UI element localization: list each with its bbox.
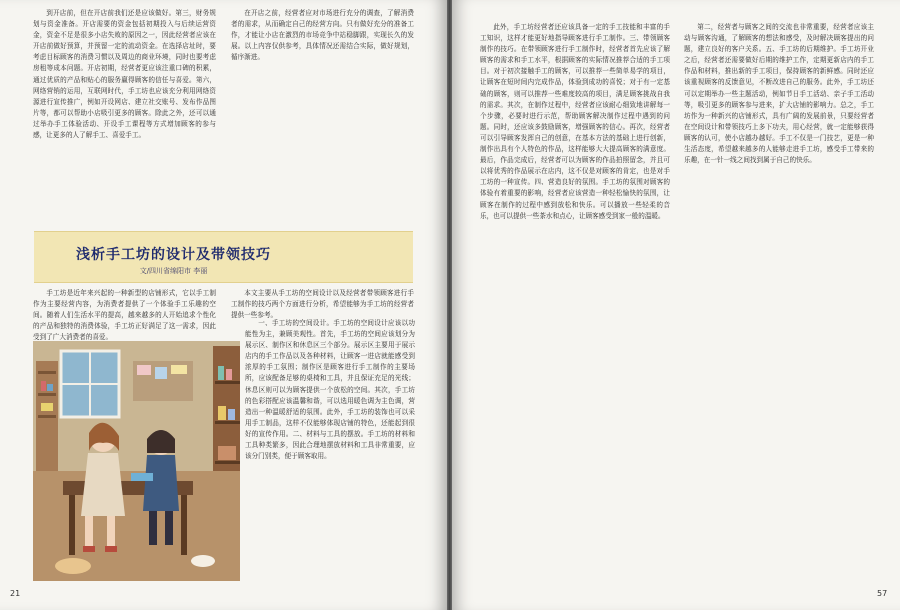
right-column-2 [684, 22, 874, 588]
article-title: 浅析手工坊的设计及带领技巧 [76, 247, 271, 263]
article-title-banner [34, 231, 413, 283]
left-page [0, 0, 447, 610]
paragraph: 手工坊是近年来兴起的一种新型的店铺形式，它以手工制作为主要经营内容，为消费者提供了一个体验手工乐趣的空间。随着人们生活水平的提高，越来越多的人开始追求个性化的产品和独特的消费体验，手工坊正好满足了这一需求，因此受到了广大消费者的喜爱。 [33, 289, 216, 342]
paragraph: 一、手工坊的空间设计。手工坊的空间设计应该以功能性为主，兼顾美观性。首先，手工坊的空间应该划分为展示区、制作区和休息区三个部分。展示区主要用于展示店内的手工作品以及各种材料，让顾客一进店就能感受到浓厚的手工氛围；制作区是顾客进行手工制作的主要场所，应该配备足够的桌椅和工具，并且保证充足的光线；休息区则可以为顾客提供一个放松的空间。其次，手工坊的色彩搭配应该温馨和谐，可以选用暖色调为主色调，营造出一种温暖舒适的氛围。此外，手工坊的装饰也可以采用手工制品，这样不仅能够体现店铺的特色，还能起到很好的宣传作用。二、材料与工具的摆放。手工坊的材料和工具种类繁多，因此合理地摆放材料和工具非常重要，应该分门别类，便于顾客取用。 [245, 319, 415, 461]
left-top-column-1 [33, 8, 216, 224]
left-intro-column-1 [33, 288, 216, 342]
left-intro-column-2 [231, 288, 414, 320]
paragraph: 第二，经营者与顾客之间的交流也非常重要，经营者应该主动与顾客沟通，了解顾客的想法和感受，及时解决顾客提出的问题，建立良好的客户关系。五、手工坊的后期维护。手工坊开业之后，经营者还需要做好后期的维护工作，定期更新店内的手工作品和材料，推出新的手工项目，保持顾客的新鲜感。同时还应该重视顾客的反馈意见，不断改进自己的服务。此外，手工坊还可以定期举办一些主题活动，例如节日手工活动、亲子手工活动等，吸引更多的顾客参与进来，扩大店铺的影响力。总之，手工坊作为一种新兴的店铺形式，具有广阔的发展前景，只要经营者在空间设计和带领技巧上多下功夫，用心经营，就一定能够获得顾客的认可，使小店越办越好。手工不仅是一门技艺，更是一种生活态度，希望越来越多的人能够走进手工坊，感受手工带来的乐趣，在一针一线之间找到属于自己的快乐。 [684, 23, 874, 165]
craft-workshop-illustration [33, 341, 240, 581]
page-number: 57 [877, 589, 888, 598]
paragraph: 此外，手工坊经营者还应该具备一定的手工技能和丰富的手工知识，这样才能更好地指导顾客进行手工制作。三、带领顾客制作的技巧。在带领顾客进行手工制作时，经营者首先应该了解顾客的需求和手工水平，根据顾客的实际情况推荐合适的手工项目。对于初次接触手工的顾客，可以推荐一些简单易学的项目，让顾客在短时间内完成作品，体验到成功的喜悦；对于有一定基础的顾客，则可以推荐一些难度较高的项目，满足顾客挑战自我的需求。其次，在制作过程中，经营者应该耐心细致地讲解每一个步骤，必要时进行示范，帮助顾客解决制作过程中遇到的问题。同时，还应该多鼓励顾客，增强顾客的信心。再次，经营者可以引导顾客发挥自己的创意，在基本方法的基础上进行创新，制作出具有个人特色的作品，这样能够大大提高顾客的满意度。最后，作品完成后，经营者可以为顾客的作品拍照留念，并且可以将优秀的作品展示在店内，这不仅是对顾客的肯定，也是对手工坊的一种宣传。四、营造良好的氛围。手工坊的氛围对顾客的体验有着重要的影响，经营者应该营造一种轻松愉快的氛围，让顾客在制作的过程中感到放松和快乐。可以播放一些轻柔的音乐，也可以提供一些茶水和点心，让顾客感受到家一般的温暖。 [480, 23, 670, 220]
article-byline: 文/四川省绵阳市 李丽 [139, 267, 208, 275]
right-column-1 [480, 22, 670, 588]
paragraph: 到开店前，但在开店前我们还是应该做好。第三，财务规划与资金准备。开店需要的资金包括初期投入与后续运营资金，资金不足是很多小店失败的原因之一，因此经营者应该在开店前做好预算，并预留一定的流动资金。在选择店址时，要考虑目标顾客的消费习惯以及周边的商业环境，同时也要考虑房租等成本问题。开店初期，经营者更应该注重口碑的积累，通过优质的产品和贴心的服务赢得顾客的信任与喜爱。第六，网络营销的运用，互联网时代，手工坊也应该充分利用网络资源进行宣传推广，例如开设网店、建立社交账号、发布作品图片等，都可以帮助小店吸引更多的顾客。除此之外，还可以通过举办手工体验活动、开设手工课程等方式增加顾客的参与感，让更多的人了解手工、喜爱手工。 [33, 9, 216, 140]
paragraph: 本文主要从手工坊的空间设计以及经营者带领顾客进行手工制作的技巧两个方面进行分析，希望能够为手工坊的经营者提供一些参考。 [231, 289, 414, 320]
left-top-column-2 [231, 8, 414, 168]
page-number: 21 [10, 589, 21, 598]
right-page [452, 0, 900, 610]
paragraph: 在开店之前，经营者应对市场进行充分的调查，了解消费者的需求，从而确定自己的经营方向。只有做好充分的准备工作，才能让小店在激烈的市场竞争中站稳脚跟，实现长久的发展。以上内容仅供参考，具体情况还需结合实际，做好规划，循序渐进。 [231, 9, 414, 62]
left-lower-column-2 [245, 318, 415, 588]
